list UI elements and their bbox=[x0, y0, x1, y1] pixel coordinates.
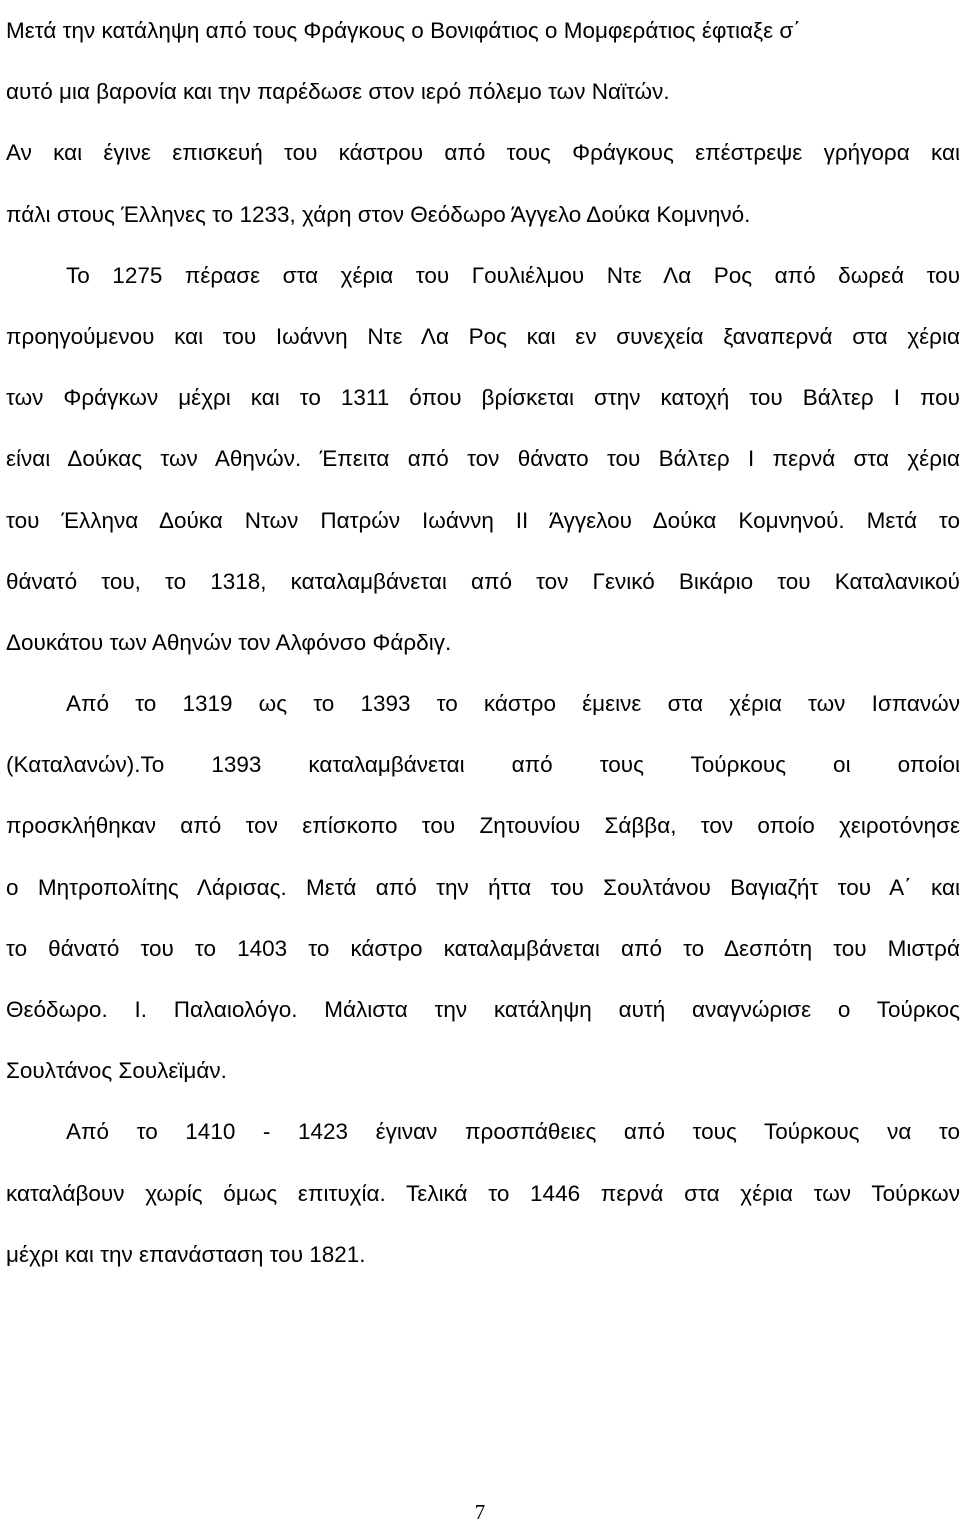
text-line: (Καταλανών).Το 1393 καταλαμβάνεται από τους Τούρκους οι οποίοι bbox=[6, 752, 960, 778]
text-line: Σουλτάνος Σουλεϊμάν. bbox=[6, 1058, 227, 1084]
text-line: αυτό μια βαρονία και την παρέδωσε στον ιερό πόλεμο των Ναϊτών. bbox=[6, 79, 670, 105]
text-line: προσκλήθηκαν από τον επίσκοπο του Ζητουνίου Σάββα, τον οποίο χειροτόνησε bbox=[6, 813, 960, 839]
text-line: του Έλληνα Δούκα Ντων Πατρών Ιωάννη ΙΙ Άγγελου Δούκα Κομνηνού. Μετά το bbox=[6, 507, 960, 533]
text-line: Από το 1319 ως το 1393 το κάστρο έμεινε στα χέρια των Ισπανών bbox=[66, 691, 960, 717]
text-line: ο Μητροπολίτης Λάρισας. Μετά από την ήττα του Σουλτάνου Βαγιαζήτ του Α΄ και bbox=[6, 874, 960, 900]
text-line: Το 1275 πέρασε στα χέρια του Γουλιέλμου Ντε Λα Ρος από δωρεά του bbox=[66, 262, 960, 288]
page-number: 7 bbox=[474, 1500, 486, 1524]
text-line: Θεόδωρο. Ι. Παλαιολόγο. Μάλιστα την κατάληψη αυτή αναγνώρισε ο Τούρκος bbox=[6, 997, 960, 1022]
text-line: είναι Δούκας των Αθηνών. Έπειτα από τον θάνατο του Βάλτερ Ι περνά στα χέρια bbox=[6, 446, 960, 472]
text-line: Μετά την κατάληψη από τους Φράγκους ο Βονιφάτιος ο Μομφεράτιος έφτιαξε σ΄ bbox=[6, 18, 801, 43]
text-line: Δουκάτου των Αθηνών τον Αλφόνσο Φάρδιγ. bbox=[6, 629, 452, 655]
text-line: Αν και έγινε επισκευή του κάστρου από τους Φράγκους επέστρεψε γρήγορα και bbox=[6, 140, 960, 166]
text-line: πάλι στους Έλληνες το 1233, χάρη στον Θεόδωρο Άγγελο Δούκα Κομνηνό. bbox=[6, 201, 751, 227]
text-line: θάνατό του, το 1318, καταλαμβάνεται από τον Γενικό Βικάριο του Καταλανικού bbox=[6, 568, 960, 594]
body-text bbox=[6, 0, 960, 1285]
text-line: μέχρι και την επανάσταση του 1821. bbox=[6, 1241, 366, 1267]
text-line: το θάνατό του το 1403 το κάστρο καταλαμβάνεται από το Δεσπότη του Μιστρά bbox=[6, 935, 960, 961]
text-line: προηγούμενου και του Ιωάννη Ντε Λα Ρος και εν συνεχεία ξαναπερνά στα χέρια bbox=[6, 323, 960, 349]
text-line: καταλάβουν χωρίς όμως επιτυχία. Τελικά το 1446 περνά στα χέρια των Τούρκων bbox=[6, 1180, 960, 1206]
text-line: Από το 1410 - 1423 έγιναν προσπάθειες από τους Τούρκους να το bbox=[66, 1119, 960, 1145]
text-line: των Φράγκων μέχρι και το 1311 όπου βρίσκεται στην κατοχή του Βάλτερ Ι που bbox=[6, 385, 960, 411]
